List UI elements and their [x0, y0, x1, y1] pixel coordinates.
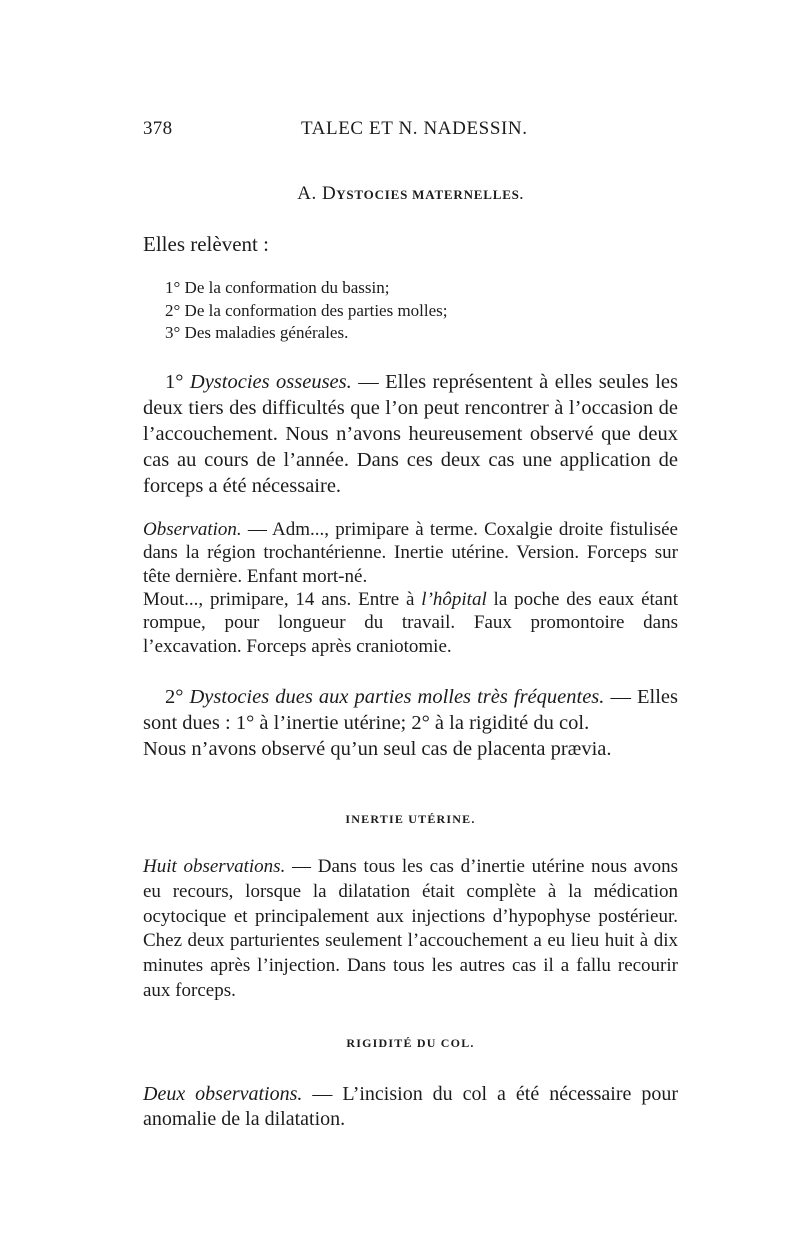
- observation-mout: [143, 588, 678, 658]
- paragraph-body: — Dans tous les cas d’inertie utérine nous avons eu recours, lorsque la dilatation était complète à la médication ocytocique et principalement aux injections d’hypophyse postérieur. Chez deux parturientes seulement l’accouchement a eu lieu huit à dix minutes après l’injection. Dans tous les autres cas il a fallu recourir aux forceps.: [143, 856, 679, 1001]
- paragraph-title: Dystocies osseuses.: [189, 371, 352, 393]
- running-header: [143, 118, 677, 144]
- paragraph-body: — Elles représentent à elles seules les deux tiers des difficultés que l’on peut rencontrer à l’occasion de l’accouchement. Nous n’avons heureusement observé que deux cas au cours de l’année. Dans ces deux cas une application de forceps a été nécessaire.: [143, 371, 678, 497]
- paragraph-rigidite: [143, 1082, 678, 1132]
- page-number: 378: [143, 118, 173, 139]
- paragraph-title: Deux observations.: [143, 1083, 303, 1105]
- subheading-inertie-uterine: INERTIE UTÉRINE.: [345, 812, 476, 826]
- list-item: 2° De la conformation des parties molles;: [165, 300, 448, 320]
- list-item: 3° Des maladies générales.: [165, 323, 349, 342]
- observation-body: — Adm..., primipare à terme. Coxalgie droite fistulisée dans la région trochantérienne. Inertie utérine. Version. Forceps sur tête dernière. Enfant mort-né.: [143, 519, 678, 587]
- list-item: 1° De la conformation du bassin;: [165, 278, 390, 297]
- paragraph-body: — L’incision du col a été nécessaire pour anomalie de la dilatation.: [143, 1083, 678, 1130]
- subheading-rigidite-col: RIGIDITÉ DU COL.: [346, 1036, 475, 1050]
- cause-list: [165, 277, 665, 345]
- paragraph-body: — Elles sont dues : 1° à l’inertie utérine; 2° à la rigidité du col.: [143, 686, 678, 734]
- observation-title: Observation.: [143, 519, 242, 540]
- paragraph-dystocies-osseuses: [143, 369, 678, 499]
- observation-adm: [143, 518, 678, 588]
- observation-body-start: Mout..., primipare, 14 ans. Entre à: [143, 589, 422, 610]
- intro-text: Elles relèvent :: [143, 232, 269, 256]
- paragraph-title: Huit observations.: [143, 856, 286, 877]
- section-heading-dystocies-maternelles: [143, 183, 678, 205]
- paragraph-title: Dystocies dues aux parties molles très fréquentes.: [189, 686, 605, 708]
- section-heading-prefix: A. D: [297, 183, 337, 204]
- paragraph-number: 1°: [165, 371, 190, 393]
- observation-body-end: la poche des eaux étant rompue, pour longueur du travail. Faux promontoire dans l’excavation. Forceps après craniotomie.: [143, 589, 678, 657]
- observation-hopital: l’hôpital: [421, 589, 487, 610]
- paragraph-dystocies-molles: [143, 684, 678, 736]
- section-heading-rest: YSTOCIES MATERNELLES.: [336, 187, 524, 202]
- paragraph-placenta: Nous n’avons observé qu’un seul cas de placenta prævia.: [143, 738, 612, 760]
- paragraph-inertie: [143, 855, 678, 1004]
- running-head: TALEC ET N. NADESSIN.: [301, 118, 528, 139]
- paragraph-number: 2°: [165, 686, 190, 708]
